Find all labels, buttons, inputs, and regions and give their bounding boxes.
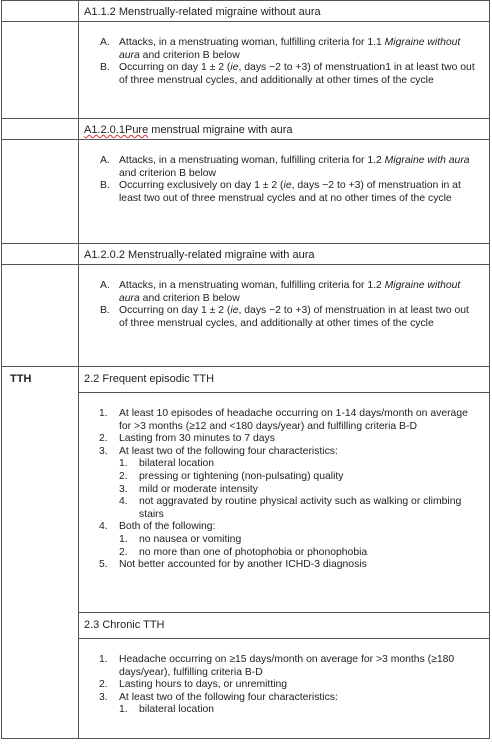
sub-criterion: 2. no more than one of photophobia or phonophobia (119, 546, 368, 558)
empty-cell (2, 22, 79, 119)
category-label-tth: TTH (2, 367, 79, 739)
criterion-b: B. Occurring on day 1 ± 2 (ie, days −2 to +3) of menstruation in at least two out of three menstrual cycles, and additionally at other times of the cycle (100, 305, 469, 329)
sub-criterion: 2. pressing or tightening (non-pulsating) quality (119, 470, 344, 482)
criterion-a: A. Attacks, in a menstruating woman, fulfilling criteria for 1.2 Migraine with aura and criterion B below (100, 155, 470, 179)
criteria-table (1, 0, 490, 739)
criterion-1: 1. Headache occurring on ≥15 days/month on average for >3 months (≥180 days/year), fulfilling criteria B-D (99, 654, 455, 678)
criterion-4: 4. Both of the following: 1. no nausea or vomiting 2. no more than one of photophobia or phonophobia (79, 521, 479, 559)
criterion-3: 3. At least two of the following four characteristics: 1. bilateral location (79, 692, 479, 717)
sub-criterion: 1. bilateral location (119, 704, 215, 716)
section-header: 2.2 Frequent episodic TTH (79, 367, 490, 393)
criteria-cell (79, 265, 490, 367)
criterion-2: 2. Lasting hours to days, or unremitting (99, 679, 288, 691)
criterion-3: 3. At least two of the following four characteristics: 1. bilateral location 2. pressing or tightening (non-pulsating) quality 3. mild or moderate intensity 4. not aggravated by routine physical activity such as walking or climbing stairs (79, 446, 479, 522)
empty-cell (2, 244, 79, 265)
criterion-b: B. Occurring on day 1 ± 2 (ie, days −2 to +3) of menstruation1 in at least two out of three menstrual cycles, and additionally at other times of the cycle (100, 62, 475, 86)
empty-cell (2, 140, 79, 244)
section-header: 2.3 Chronic TTH (79, 613, 490, 639)
criterion-b: B. Occurring exclusively on day 1 ± 2 (ie, days −2 to +3) of menstruation in at least two out of three menstrual cycles and at no other times of the cycle (100, 180, 461, 204)
sub-criterion: 1. no nausea or vomiting (119, 533, 242, 545)
criterion-5: 5. Not better accounted for by another ICHD-3 diagnosis (99, 559, 367, 571)
criteria-cell (79, 639, 490, 739)
empty-cell (2, 119, 79, 140)
section-header: A1.2.0.1Pure menstrual migraine with aura (79, 119, 490, 140)
empty-cell (2, 1, 79, 22)
section-header: A1.2.0.2 Menstrually-related migraine with aura (79, 244, 490, 265)
criteria-cell (79, 393, 490, 613)
section-header: A1.1.2 Menstrually-related migraine without aura (79, 1, 490, 22)
criteria-cell (79, 140, 490, 244)
sub-criterion: 4. not aggravated by routine physical activity such as walking or climbing stairs (119, 496, 462, 520)
criterion-1: 1. At least 10 episodes of headache occurring on 1-14 days/month on average for >3 months (≥12 and <180 days/year) and fulfilling criteria B-D (99, 408, 468, 432)
criterion-2: 2. Lasting from 30 minutes to 7 days (99, 433, 275, 445)
criterion-a: A. Attacks, in a menstruating woman, fulfilling criteria for 1.2 Migraine without aura and criterion B below (100, 280, 461, 304)
sub-criterion: 3. mild or moderate intensity (119, 483, 258, 495)
criteria-cell (79, 22, 490, 119)
criterion-a: A. Attacks, in a menstruating woman, fulfilling criteria for 1.1 Migraine without aura and criterion B below (100, 37, 461, 61)
empty-cell (2, 265, 79, 367)
sub-criterion: 1. bilateral location (119, 458, 215, 470)
